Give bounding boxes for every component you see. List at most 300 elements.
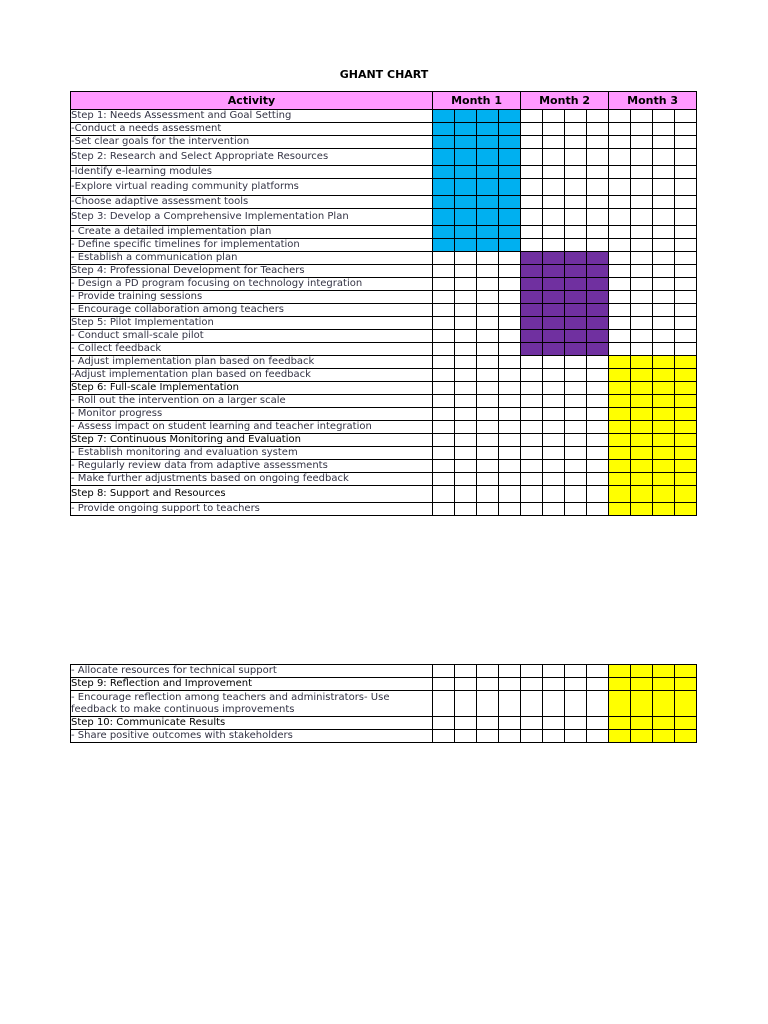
- timeline-cell: [675, 382, 697, 395]
- timeline-cell: [521, 678, 543, 691]
- timeline-cell: [477, 136, 499, 149]
- timeline-cell: [653, 503, 675, 516]
- timeline-cell: [631, 503, 653, 516]
- timeline-cell: [455, 226, 477, 239]
- timeline-cell: [675, 503, 697, 516]
- timeline-cell: [433, 447, 455, 460]
- timeline-cell: [631, 166, 653, 179]
- timeline-cell: [653, 356, 675, 369]
- timeline-cell: [565, 252, 587, 265]
- timeline-cell: [587, 665, 609, 678]
- table-row: [71, 179, 697, 196]
- timeline-cell: [477, 665, 499, 678]
- timeline-cell: [565, 369, 587, 382]
- timeline-cell: [587, 434, 609, 447]
- timeline-cell: [675, 730, 697, 743]
- timeline-cell: [587, 226, 609, 239]
- timeline-cell: [433, 408, 455, 421]
- timeline-cell: [653, 330, 675, 343]
- timeline-cell: [543, 691, 565, 717]
- timeline-cell: [543, 149, 565, 166]
- timeline-cell: [433, 382, 455, 395]
- activity-cell: Step 9: Reflection and Improvement: [71, 678, 433, 691]
- timeline-cell: [477, 317, 499, 330]
- timeline-cell: [675, 179, 697, 196]
- timeline-cell: [499, 265, 521, 278]
- timeline-cell: [433, 149, 455, 166]
- timeline-cell: [565, 395, 587, 408]
- timeline-cell: [675, 356, 697, 369]
- activity-cell: - Create a detailed implementation plan: [71, 226, 433, 239]
- timeline-cell: [455, 503, 477, 516]
- timeline-cell: [543, 226, 565, 239]
- timeline-cell: [609, 460, 631, 473]
- timeline-cell: [565, 382, 587, 395]
- timeline-cell: [433, 503, 455, 516]
- timeline-cell: [631, 691, 653, 717]
- timeline-cell: [565, 226, 587, 239]
- timeline-cell: [565, 434, 587, 447]
- table-row: [71, 110, 697, 123]
- timeline-cell: [499, 473, 521, 486]
- activity-cell: - Establish monitoring and evaluation system: [71, 447, 433, 460]
- timeline-cell: [675, 665, 697, 678]
- timeline-cell: [455, 304, 477, 317]
- timeline-cell: [631, 408, 653, 421]
- timeline-cell: [543, 665, 565, 678]
- activity-cell: - Define specific timelines for implementation: [71, 239, 433, 252]
- timeline-cell: [433, 434, 455, 447]
- timeline-cell: [587, 369, 609, 382]
- activity-cell: - Conduct small-scale pilot: [71, 330, 433, 343]
- timeline-cell: [609, 304, 631, 317]
- timeline-cell: [653, 382, 675, 395]
- timeline-cell: [565, 503, 587, 516]
- activity-cell: Step 10: Communicate Results: [71, 717, 433, 730]
- table-row: [71, 717, 697, 730]
- timeline-cell: [653, 369, 675, 382]
- timeline-cell: [653, 665, 675, 678]
- timeline-cell: [675, 123, 697, 136]
- timeline-cell: [675, 166, 697, 179]
- timeline-cell: [653, 149, 675, 166]
- timeline-cell: [587, 110, 609, 123]
- timeline-cell: [587, 503, 609, 516]
- timeline-cell: [455, 460, 477, 473]
- timeline-cell: [543, 717, 565, 730]
- timeline-cell: [653, 123, 675, 136]
- timeline-cell: [609, 226, 631, 239]
- timeline-cell: [543, 291, 565, 304]
- header-month-3: Month 3: [609, 92, 697, 110]
- timeline-cell: [477, 209, 499, 226]
- timeline-cell: [565, 291, 587, 304]
- timeline-cell: [543, 304, 565, 317]
- timeline-cell: [521, 209, 543, 226]
- timeline-cell: [543, 166, 565, 179]
- timeline-cell: [565, 356, 587, 369]
- timeline-cell: [499, 149, 521, 166]
- timeline-cell: [587, 343, 609, 356]
- timeline-cell: [653, 678, 675, 691]
- timeline-cell: [587, 179, 609, 196]
- timeline-cell: [543, 196, 565, 209]
- timeline-cell: [499, 665, 521, 678]
- timeline-cell: [675, 110, 697, 123]
- timeline-cell: [609, 665, 631, 678]
- timeline-cell: [653, 304, 675, 317]
- timeline-cell: [499, 369, 521, 382]
- timeline-cell: [565, 691, 587, 717]
- timeline-cell: [477, 252, 499, 265]
- timeline-cell: [653, 460, 675, 473]
- timeline-cell: [455, 421, 477, 434]
- timeline-cell: [631, 265, 653, 278]
- timeline-cell: [543, 486, 565, 503]
- timeline-cell: [587, 317, 609, 330]
- timeline-cell: [565, 110, 587, 123]
- table-row: [71, 343, 697, 356]
- activity-cell: -Adjust implementation plan based on feedback: [71, 369, 433, 382]
- timeline-cell: [543, 678, 565, 691]
- timeline-cell: [521, 304, 543, 317]
- timeline-cell: [565, 136, 587, 149]
- timeline-cell: [543, 730, 565, 743]
- timeline-cell: [543, 408, 565, 421]
- activity-cell: - Assess impact on student learning and teacher integration: [71, 421, 433, 434]
- timeline-cell: [631, 304, 653, 317]
- timeline-cell: [543, 239, 565, 252]
- timeline-cell: [455, 330, 477, 343]
- timeline-cell: [675, 278, 697, 291]
- timeline-cell: [499, 136, 521, 149]
- timeline-cell: [565, 460, 587, 473]
- activity-cell: - Allocate resources for technical support: [71, 665, 433, 678]
- table-row: [71, 434, 697, 447]
- timeline-cell: [477, 486, 499, 503]
- header-month-2: Month 2: [521, 92, 609, 110]
- table-row: [71, 356, 697, 369]
- table-row: [71, 166, 697, 179]
- timeline-cell: [499, 678, 521, 691]
- timeline-cell: [653, 730, 675, 743]
- table-row: [71, 421, 697, 434]
- timeline-cell: [675, 265, 697, 278]
- timeline-cell: [631, 149, 653, 166]
- timeline-cell: [455, 356, 477, 369]
- timeline-cell: [455, 717, 477, 730]
- timeline-cell: [565, 179, 587, 196]
- timeline-cell: [675, 460, 697, 473]
- timeline-cell: [675, 239, 697, 252]
- timeline-cell: [631, 678, 653, 691]
- timeline-cell: [587, 447, 609, 460]
- timeline-cell: [433, 356, 455, 369]
- timeline-cell: [433, 421, 455, 434]
- timeline-cell: [521, 356, 543, 369]
- timeline-cell: [543, 460, 565, 473]
- timeline-cell: [565, 408, 587, 421]
- timeline-cell: [455, 665, 477, 678]
- timeline-cell: [521, 252, 543, 265]
- timeline-cell: [609, 717, 631, 730]
- timeline-cell: [675, 486, 697, 503]
- timeline-cell: [631, 730, 653, 743]
- timeline-cell: [543, 343, 565, 356]
- table-row: [71, 382, 697, 395]
- table-row: [71, 678, 697, 691]
- timeline-cell: [521, 503, 543, 516]
- timeline-cell: [587, 460, 609, 473]
- table-row: [71, 278, 697, 291]
- timeline-cell: [521, 369, 543, 382]
- timeline-cell: [499, 434, 521, 447]
- table-row: [71, 691, 697, 717]
- table-row: [71, 226, 697, 239]
- timeline-cell: [675, 473, 697, 486]
- timeline-cell: [565, 421, 587, 434]
- timeline-cell: [653, 196, 675, 209]
- timeline-cell: [455, 291, 477, 304]
- activity-cell: Step 6: Full-scale Implementation: [71, 382, 433, 395]
- timeline-cell: [477, 304, 499, 317]
- timeline-cell: [631, 473, 653, 486]
- timeline-cell: [609, 343, 631, 356]
- timeline-cell: [587, 382, 609, 395]
- timeline-cell: [521, 278, 543, 291]
- timeline-cell: [543, 395, 565, 408]
- timeline-cell: [653, 179, 675, 196]
- timeline-cell: [521, 330, 543, 343]
- timeline-cell: [675, 252, 697, 265]
- timeline-cell: [477, 239, 499, 252]
- timeline-cell: [499, 408, 521, 421]
- timeline-cell: [675, 317, 697, 330]
- timeline-cell: [609, 369, 631, 382]
- timeline-cell: [521, 408, 543, 421]
- timeline-cell: [631, 179, 653, 196]
- timeline-cell: [521, 460, 543, 473]
- timeline-cell: [433, 209, 455, 226]
- timeline-cell: [565, 317, 587, 330]
- timeline-cell: [609, 123, 631, 136]
- timeline-cell: [455, 678, 477, 691]
- timeline-cell: [565, 196, 587, 209]
- timeline-cell: [499, 226, 521, 239]
- timeline-cell: [565, 265, 587, 278]
- timeline-cell: [455, 343, 477, 356]
- timeline-cell: [499, 503, 521, 516]
- timeline-cell: [521, 691, 543, 717]
- timeline-cell: [499, 447, 521, 460]
- timeline-cell: [543, 330, 565, 343]
- timeline-cell: [521, 717, 543, 730]
- timeline-cell: [587, 278, 609, 291]
- timeline-cell: [675, 447, 697, 460]
- timeline-cell: [609, 503, 631, 516]
- timeline-cell: [477, 110, 499, 123]
- timeline-cell: [433, 343, 455, 356]
- timeline-cell: [499, 252, 521, 265]
- timeline-cell: [653, 252, 675, 265]
- timeline-cell: [477, 503, 499, 516]
- timeline-cell: [477, 265, 499, 278]
- timeline-cell: [477, 473, 499, 486]
- table-row: [71, 486, 697, 503]
- table-row: [71, 730, 697, 743]
- timeline-cell: [521, 665, 543, 678]
- timeline-cell: [455, 473, 477, 486]
- timeline-cell: [543, 110, 565, 123]
- timeline-cell: [653, 166, 675, 179]
- timeline-cell: [565, 278, 587, 291]
- timeline-cell: [609, 136, 631, 149]
- table-row: [71, 460, 697, 473]
- timeline-cell: [587, 717, 609, 730]
- timeline-cell: [455, 447, 477, 460]
- timeline-cell: [477, 343, 499, 356]
- timeline-cell: [455, 434, 477, 447]
- timeline-cell: [653, 226, 675, 239]
- timeline-cell: [543, 382, 565, 395]
- timeline-cell: [565, 678, 587, 691]
- timeline-cell: [609, 421, 631, 434]
- activity-cell: -Explore virtual reading community platforms: [71, 179, 433, 196]
- timeline-cell: [675, 369, 697, 382]
- activity-cell: - Regularly review data from adaptive assessments: [71, 460, 433, 473]
- table-row: [71, 369, 697, 382]
- gantt-table-continued: [70, 664, 697, 743]
- timeline-cell: [609, 730, 631, 743]
- timeline-cell: [521, 196, 543, 209]
- timeline-cell: [499, 460, 521, 473]
- timeline-cell: [543, 278, 565, 291]
- header-activity: Activity: [71, 92, 433, 110]
- timeline-cell: [455, 179, 477, 196]
- timeline-cell: [477, 691, 499, 717]
- timeline-cell: [455, 408, 477, 421]
- timeline-cell: [587, 356, 609, 369]
- timeline-cell: [565, 304, 587, 317]
- timeline-cell: [609, 678, 631, 691]
- activity-cell: - Collect feedback: [71, 343, 433, 356]
- table-row: [71, 330, 697, 343]
- timeline-cell: [609, 209, 631, 226]
- timeline-cell: [455, 730, 477, 743]
- timeline-cell: [631, 209, 653, 226]
- timeline-cell: [675, 149, 697, 166]
- timeline-cell: [653, 110, 675, 123]
- activity-cell: Step 1: Needs Assessment and Goal Setting: [71, 110, 433, 123]
- timeline-cell: [675, 395, 697, 408]
- table-row: [71, 473, 697, 486]
- timeline-cell: [631, 460, 653, 473]
- timeline-cell: [521, 382, 543, 395]
- timeline-cell: [455, 123, 477, 136]
- timeline-cell: [521, 166, 543, 179]
- timeline-cell: [675, 343, 697, 356]
- timeline-cell: [565, 665, 587, 678]
- activity-cell: -Set clear goals for the intervention: [71, 136, 433, 149]
- timeline-cell: [499, 123, 521, 136]
- timeline-cell: [521, 110, 543, 123]
- timeline-cell: [477, 226, 499, 239]
- timeline-cell: [499, 239, 521, 252]
- timeline-cell: [521, 421, 543, 434]
- timeline-cell: [521, 265, 543, 278]
- activity-cell: - Share positive outcomes with stakeholders: [71, 730, 433, 743]
- timeline-cell: [675, 209, 697, 226]
- timeline-cell: [433, 265, 455, 278]
- table-row: [71, 408, 697, 421]
- timeline-cell: [499, 291, 521, 304]
- activity-cell: Step 3: Develop a Comprehensive Implementation Plan: [71, 209, 433, 226]
- timeline-cell: [477, 434, 499, 447]
- timeline-cell: [587, 473, 609, 486]
- timeline-cell: [499, 166, 521, 179]
- timeline-cell: [609, 149, 631, 166]
- timeline-cell: [433, 110, 455, 123]
- timeline-cell: [565, 717, 587, 730]
- timeline-cell: [587, 421, 609, 434]
- timeline-cell: [631, 395, 653, 408]
- timeline-cell: [565, 166, 587, 179]
- timeline-cell: [455, 252, 477, 265]
- table-row: [71, 149, 697, 166]
- timeline-cell: [433, 226, 455, 239]
- timeline-cell: [631, 226, 653, 239]
- timeline-cell: [521, 343, 543, 356]
- timeline-cell: [609, 265, 631, 278]
- timeline-cell: [499, 317, 521, 330]
- timeline-cell: [433, 330, 455, 343]
- timeline-cell: [653, 447, 675, 460]
- chart-title: GHANT CHART: [339, 68, 429, 81]
- activity-cell: - Make further adjustments based on ongoing feedback: [71, 473, 433, 486]
- table-row: [71, 317, 697, 330]
- table-row: [71, 239, 697, 252]
- timeline-cell: [631, 382, 653, 395]
- timeline-cell: [455, 395, 477, 408]
- timeline-cell: [675, 330, 697, 343]
- header-month-1: Month 1: [433, 92, 521, 110]
- timeline-cell: [521, 395, 543, 408]
- activity-cell: - Design a PD program focusing on technology integration: [71, 278, 433, 291]
- activity-cell: - Provide training sessions: [71, 291, 433, 304]
- timeline-cell: [653, 717, 675, 730]
- timeline-cell: [477, 330, 499, 343]
- timeline-cell: [543, 434, 565, 447]
- timeline-cell: [609, 408, 631, 421]
- timeline-cell: [565, 149, 587, 166]
- timeline-cell: [587, 395, 609, 408]
- timeline-cell: [477, 395, 499, 408]
- timeline-cell: [653, 434, 675, 447]
- timeline-cell: [653, 486, 675, 503]
- timeline-cell: [631, 343, 653, 356]
- timeline-cell: [477, 730, 499, 743]
- timeline-cell: [609, 447, 631, 460]
- timeline-cell: [499, 330, 521, 343]
- timeline-cell: [675, 226, 697, 239]
- timeline-cell: [565, 239, 587, 252]
- timeline-cell: [609, 110, 631, 123]
- timeline-cell: [433, 179, 455, 196]
- timeline-cell: [477, 149, 499, 166]
- timeline-cell: [631, 252, 653, 265]
- activity-cell: - Roll out the intervention on a larger scale: [71, 395, 433, 408]
- timeline-cell: [543, 473, 565, 486]
